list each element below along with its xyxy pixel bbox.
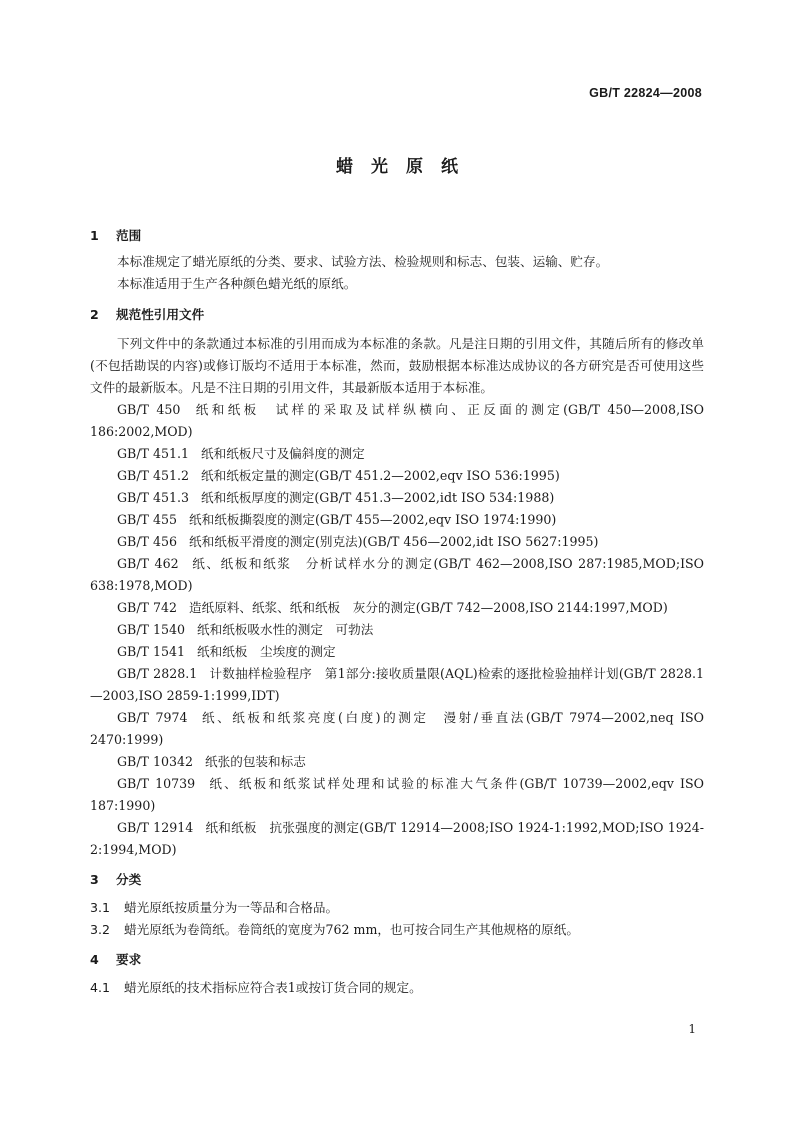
reference-text: 纸和纸板定量的测定(GB/T 451.2—2002,eqv ISO 536:1995) <box>201 468 560 483</box>
clause-number: 4.1 <box>90 980 111 995</box>
reference-text: 造纸原料、纸浆、纸和纸板 灰分的测定(GB/T 742—2008,ISO 2144:1997,MOD) <box>189 600 668 615</box>
reference-item <box>90 751 704 773</box>
reference-text: 纸和纸板吸水性的测定 可勃法 <box>197 622 374 637</box>
reference-text: 纸和纸板撕裂度的测定(GB/T 455—2002,eqv ISO 1974:1990) <box>189 512 557 527</box>
reference-code: GB/T 450 <box>117 402 181 417</box>
reference-text: 计数抽样检验程序 第1部分:接收质量限(AQL)检索的逐批检验抽样计划(GB/T 2828.1—2003,ISO 2859-1:1999,IDT) <box>90 666 704 703</box>
reference-code: GB/T 451.2 <box>117 468 190 483</box>
reference-text: 纸、纸板和纸浆亮度(白度)的测定 漫射/垂直法(GB/T 7974—2002,neq ISO 2470:1999) <box>90 710 704 747</box>
paragraph: 本标准适用于生产各种颜色蜡光纸的原纸。 <box>117 276 357 291</box>
reference-text: 纸、纸板和纸浆 分析试样水分的测定(GB/T 462—2008,ISO 287:1985,MOD;ISO 638:1978,MOD) <box>90 556 705 593</box>
section-title: 分类 <box>116 872 142 887</box>
reference-code: GB/T 451.1 <box>117 446 190 461</box>
clause <box>90 919 704 941</box>
reference-item <box>90 553 704 597</box>
page-number: 1 <box>688 1022 696 1036</box>
section-heading-requirements <box>90 949 704 971</box>
section-number: 2 <box>90 307 99 322</box>
reference-code: GB/T 7974 <box>117 710 188 725</box>
reference-item <box>90 641 704 663</box>
reference-item <box>90 663 704 707</box>
reference-code: GB/T 2828.1 <box>117 666 198 681</box>
section-heading-classification <box>90 869 704 891</box>
reference-item <box>90 707 704 751</box>
document-title: 蜡光原纸 <box>336 157 476 177</box>
section-title: 范围 <box>116 228 142 243</box>
reference-code: GB/T 10739 <box>117 776 196 791</box>
reference-code: GB/T 1540 <box>117 622 186 637</box>
section-heading-scope <box>90 225 704 247</box>
references-intro: 下列文件中的条款通过本标准的引用而成为本标准的条款。凡是注日期的引用文件，其随后所有的修改单(不包括勘误的内容)或修订版均不适用于本标准，然而，鼓励根据本标准达成协议的各方研究是否可使用这些文件的最新版本。凡是不注日期的引用文件，其最新版本适用于本标准。 <box>90 336 704 395</box>
reference-text: 纸张的包装和标志 <box>205 754 306 769</box>
document-body <box>90 221 704 999</box>
reference-text: 纸和纸板厚度的测定(GB/T 451.3—2002,idt ISO 534:1988) <box>201 490 555 505</box>
clause-number: 3.2 <box>90 922 111 937</box>
reference-text: 纸和纸板 抗张强度的测定(GB/T 12914—2008;ISO 1924-1:1992,MOD;ISO 1924-2:1994,MOD) <box>90 820 704 857</box>
section-number: 4 <box>90 952 99 967</box>
section-title: 要求 <box>116 952 142 967</box>
standard-number: GB/T 22824—2008 <box>589 86 702 100</box>
reference-text: 纸和纸板尺寸及偏斜度的测定 <box>201 446 365 461</box>
reference-text: 纸、纸板和纸浆试样处理和试验的标准大气条件(GB/T 10739—2002,eqv ISO 187:1990) <box>90 776 704 813</box>
reference-item <box>90 509 704 531</box>
reference-item <box>90 443 704 465</box>
clause-number: 3.1 <box>90 900 111 915</box>
clause <box>90 977 704 999</box>
reference-item <box>90 531 704 553</box>
section-title: 规范性引用文件 <box>116 307 205 322</box>
section-heading-references <box>90 304 704 326</box>
reference-text: 纸和纸板 尘埃度的测定 <box>197 644 336 659</box>
reference-code: GB/T 455 <box>117 512 177 527</box>
reference-code: GB/T 456 <box>117 534 177 549</box>
paragraph: 本标准规定了蜡光原纸的分类、要求、试验方法、检验规则和标志、包装、运输、贮存。 <box>117 254 609 269</box>
section-number: 3 <box>90 872 99 887</box>
clause-text: 蜡光原纸为卷筒纸。卷筒纸的宽度为762 mm，也可按合同生产其他规格的原纸。 <box>124 922 579 937</box>
reference-item <box>90 465 704 487</box>
reference-code: GB/T 10342 <box>117 754 194 769</box>
reference-code: GB/T 742 <box>117 600 177 615</box>
reference-item <box>90 399 704 443</box>
clause-text: 蜡光原纸按质量分为一等品和合格品。 <box>124 900 339 915</box>
reference-code: GB/T 12914 <box>117 820 194 835</box>
reference-text: 纸和纸板平滑度的测定(别克法)(GB/T 456—2002,idt ISO 5627:1995) <box>189 534 599 549</box>
reference-item <box>90 487 704 509</box>
reference-item <box>90 773 704 817</box>
reference-item <box>90 817 704 861</box>
clause <box>90 897 704 919</box>
reference-text: 纸和纸板 试样的采取及试样纵横向、正反面的测定(GB/T 450—2008,ISO 186:2002,MOD) <box>90 402 704 439</box>
reference-code: GB/T 1541 <box>117 644 186 659</box>
reference-code: GB/T 462 <box>117 556 179 571</box>
reference-item <box>90 619 704 641</box>
section-number: 1 <box>90 228 99 243</box>
clause-text: 蜡光原纸的技术指标应符合表1或按订货合同的规定。 <box>124 980 422 995</box>
reference-code: GB/T 451.3 <box>117 490 190 505</box>
reference-item <box>90 597 704 619</box>
